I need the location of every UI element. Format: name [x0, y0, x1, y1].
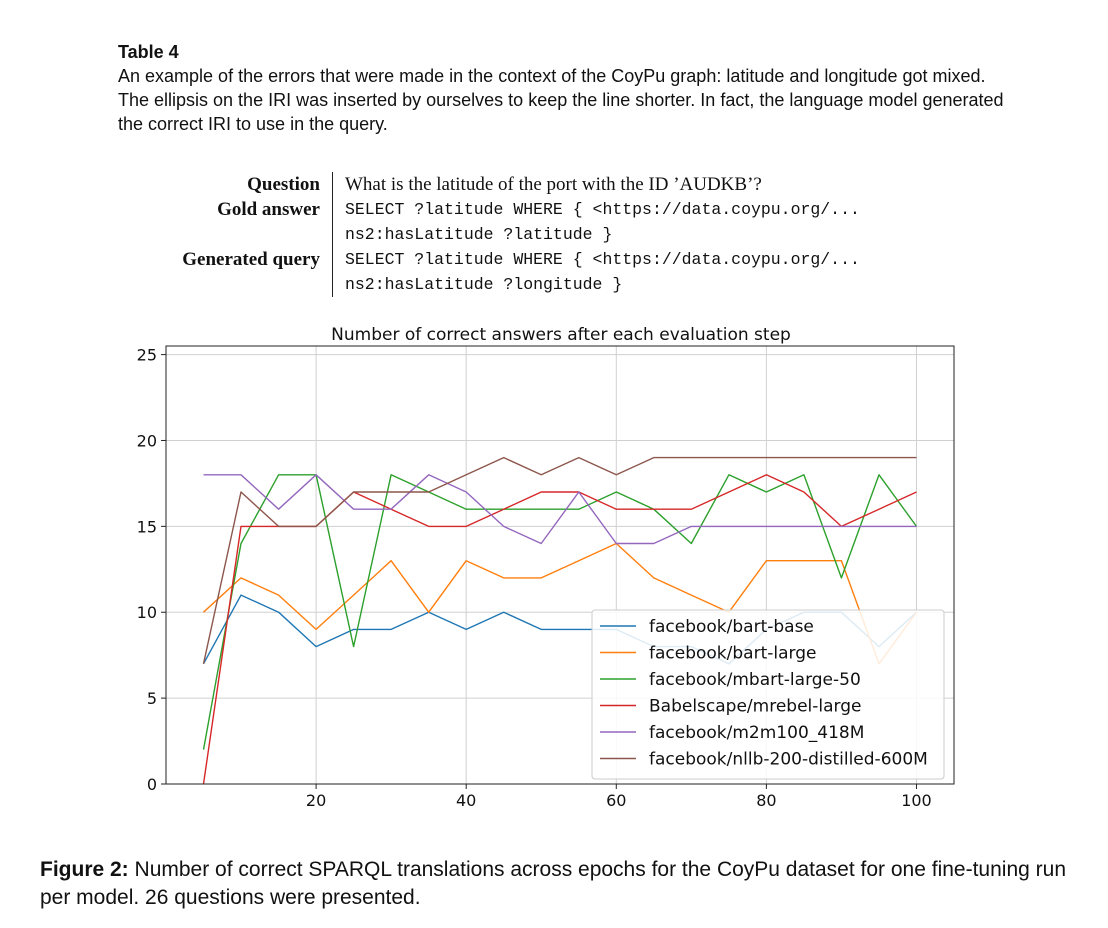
- figure-caption: [40, 856, 1070, 912]
- line-chart: [0, 318, 1108, 838]
- table-label: Table 4: [118, 42, 179, 62]
- row-header: Generated query: [120, 247, 333, 272]
- row-value: SELECT ?latitude WHERE { <https://data.coypu.org/...: [345, 250, 860, 269]
- row-header: Question: [120, 172, 333, 197]
- x-tick-label: 60: [606, 791, 627, 810]
- legend-label: facebook/bart-large: [649, 643, 817, 664]
- y-tick-label: 10: [136, 603, 157, 623]
- row-header: Gold answer: [120, 197, 333, 222]
- row-header: [120, 272, 333, 297]
- x-tick-label: 40: [456, 791, 477, 810]
- query-table: [120, 172, 860, 297]
- row-value: ns2:hasLatitude ?latitude }: [345, 225, 613, 244]
- x-tick-label: 100: [901, 791, 932, 810]
- y-tick-label: 20: [136, 431, 157, 451]
- y-tick-label: 0: [146, 775, 157, 794]
- table-row: [120, 172, 860, 197]
- row-header: [120, 222, 333, 247]
- line-chart-svg: [0, 318, 1108, 838]
- legend-label: facebook/nllb-200-distilled-600M: [649, 749, 928, 770]
- legend-label: Babelscape/mrebel-large: [649, 696, 862, 717]
- x-tick-label: 80: [756, 791, 777, 810]
- row-value: SELECT ?latitude WHERE { <https://data.coypu.org/...: [345, 200, 860, 219]
- figure-label: Figure 2:: [40, 858, 129, 881]
- y-tick-label: 15: [136, 517, 157, 537]
- row-value: ns2:hasLatitude ?longitude }: [345, 275, 623, 294]
- row-value: What is the latitude of the port with the ID ’AUDKB’?: [345, 174, 762, 195]
- legend-label: facebook/bart-base: [649, 617, 814, 637]
- y-tick-label: 25: [136, 345, 157, 365]
- legend-label: facebook/m2m100_418M: [649, 723, 865, 743]
- table-row: [120, 247, 860, 272]
- table-caption: [118, 40, 1018, 136]
- legend-label: facebook/mbart-large-50: [649, 670, 861, 690]
- table-caption-line-2: The ellipsis on the IRI was inserted by ourselves to keep the line shorter. In fact, the language model generated the correct IRI to use in the query.: [118, 90, 1004, 134]
- y-tick-label: 5: [146, 689, 157, 709]
- x-tick-label: 20: [305, 791, 327, 810]
- chart-title: Number of correct answers after each evaluation step: [331, 325, 791, 345]
- table-row: [120, 272, 860, 297]
- table-row: [120, 222, 860, 247]
- table-caption-line-1: An example of the errors that were made in the context of the CoyPu graph: latitude and longitude got mixed.: [118, 66, 986, 86]
- figure-caption-text: Number of correct SPARQL translations across epochs for the CoyPu dataset for one fine-tuning run per model. 26 questions were presented.: [40, 858, 1066, 909]
- table-row: [120, 197, 860, 222]
- legend: [592, 610, 944, 779]
